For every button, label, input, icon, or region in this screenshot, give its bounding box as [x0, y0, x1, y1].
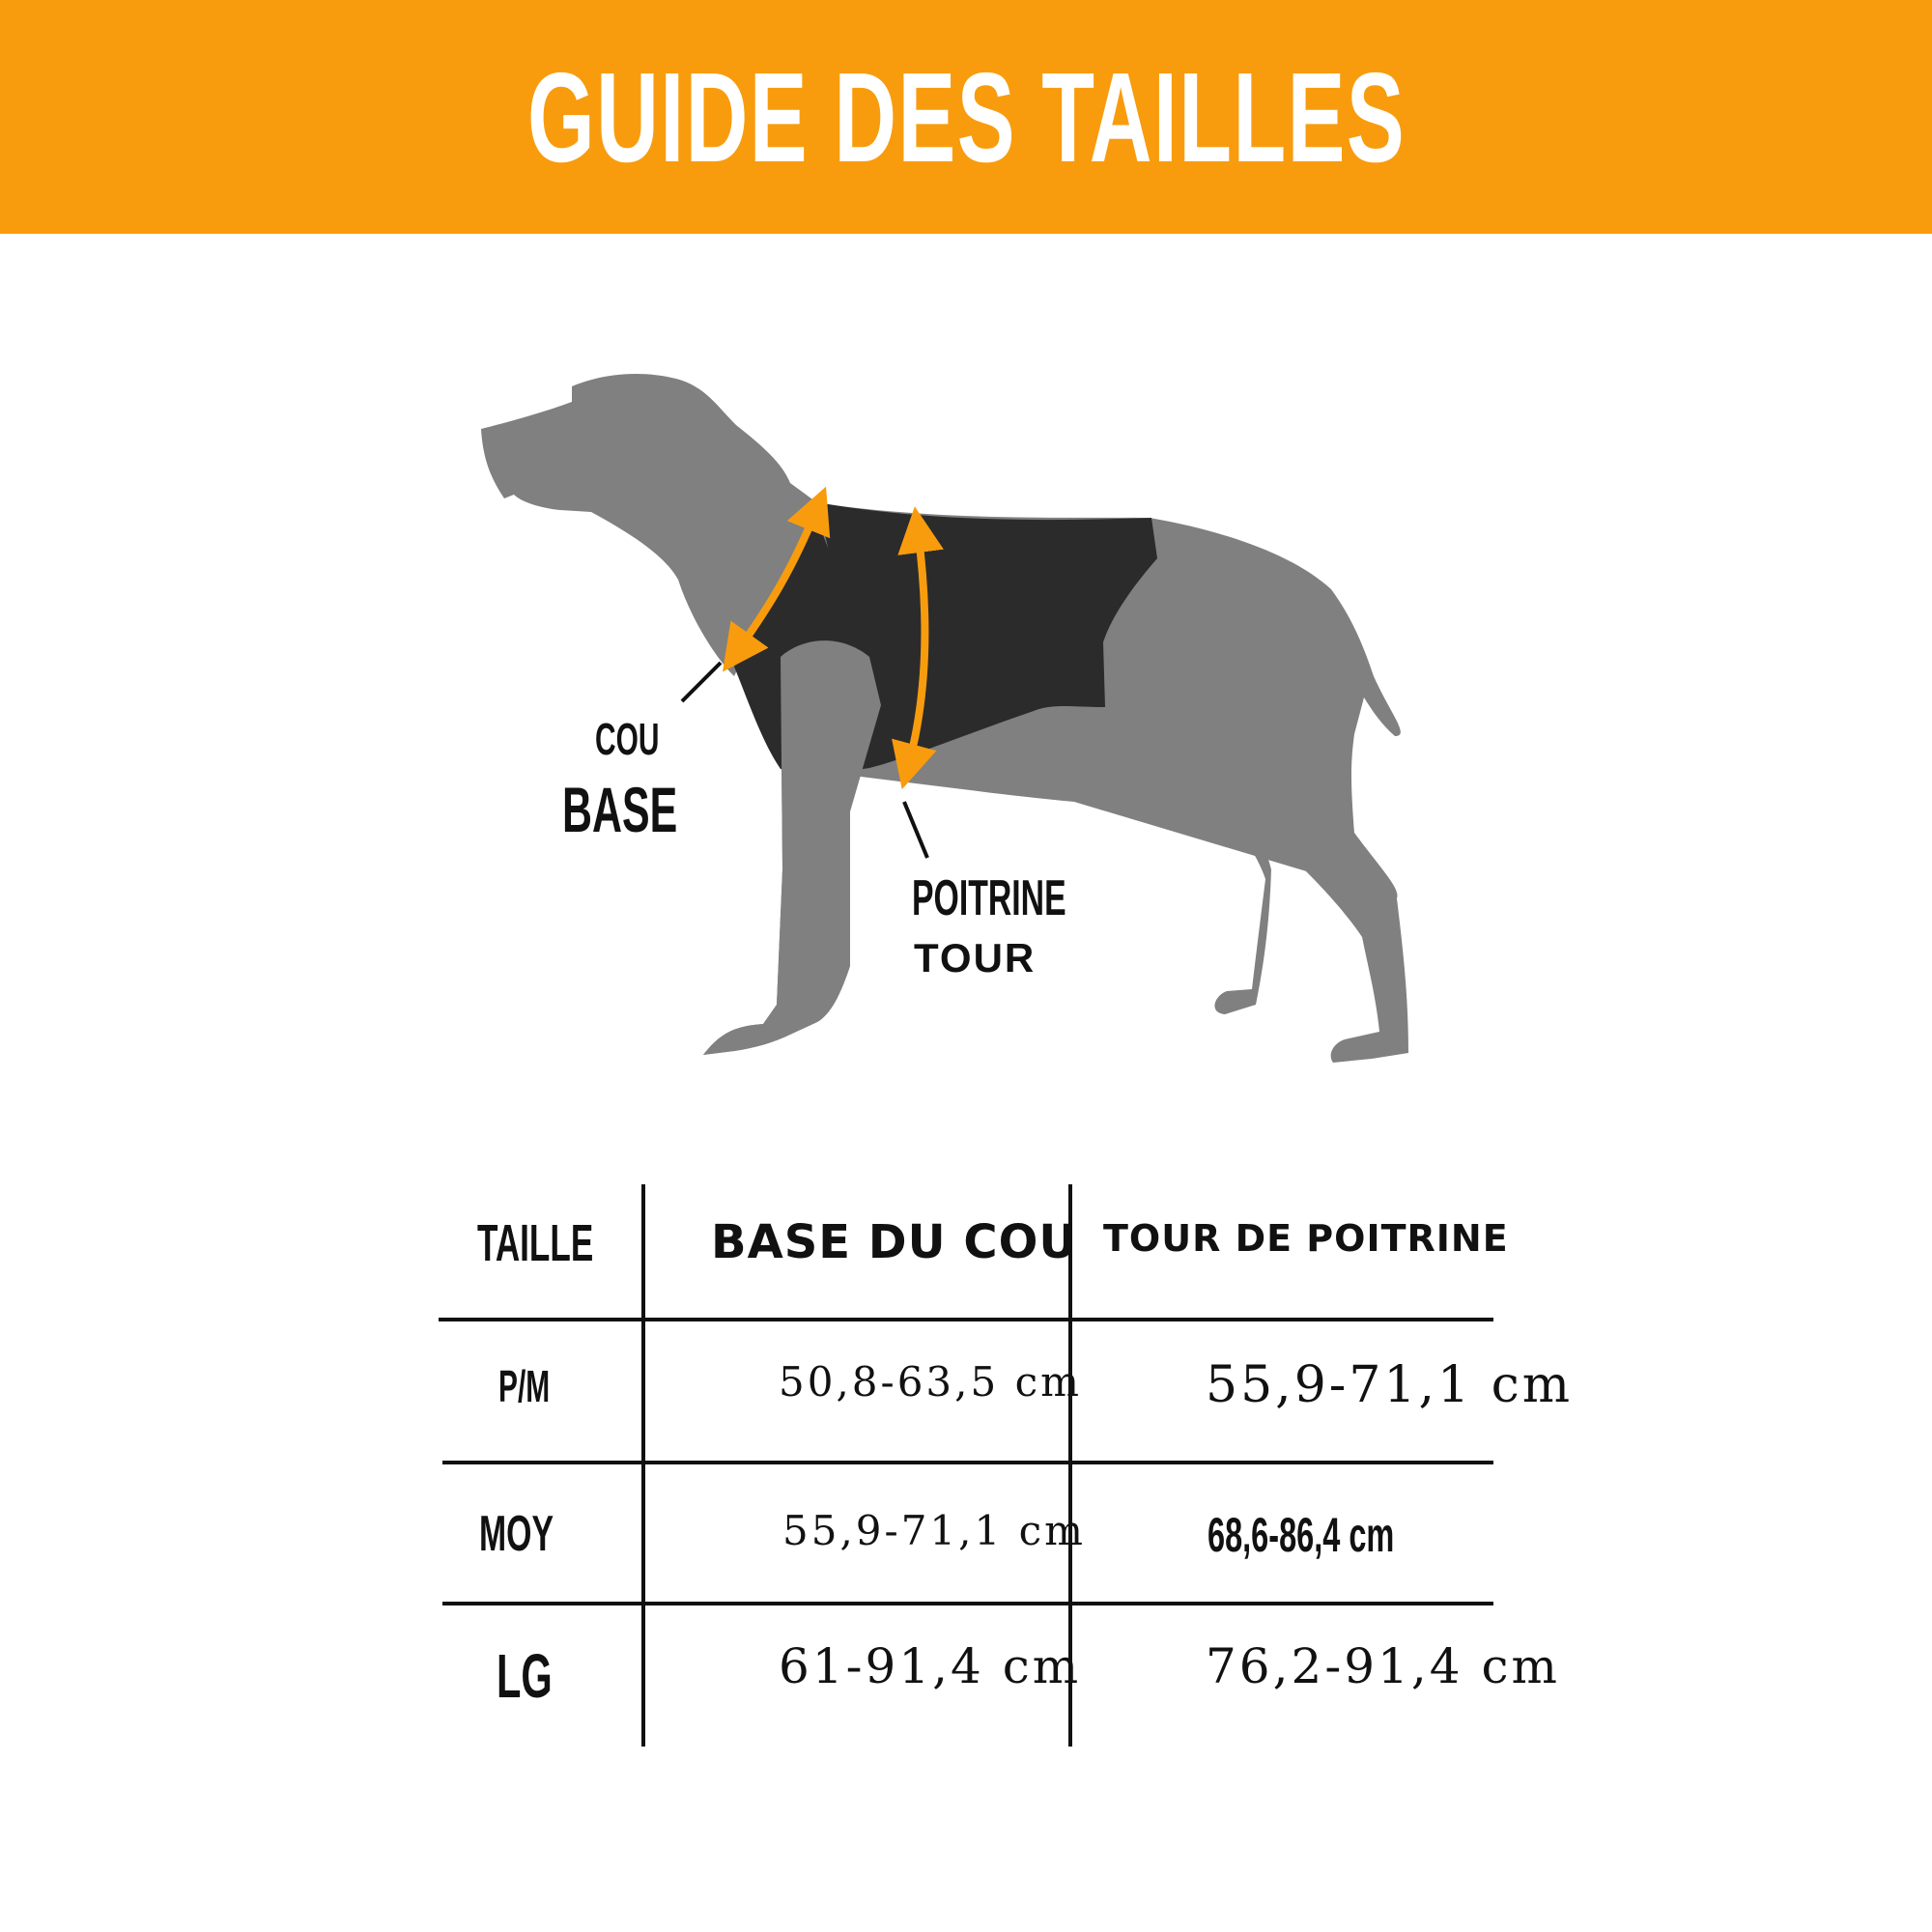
table-row-2-chest: 68,6-86,4 cm [1208, 1508, 1395, 1562]
chest-leader-line [904, 802, 927, 858]
table-row-1-size: P/M [498, 1361, 551, 1411]
table-row-3-chest: 76,2-91,4 cm [1206, 1638, 1560, 1694]
chest-label-bottom: TOUR [914, 935, 1037, 980]
table-row-2-neck: 55,9-71,1 cm [782, 1507, 1086, 1554]
neck-label-top: COU [595, 714, 660, 764]
front-leg [703, 640, 881, 1055]
table-row-3-size: LG [497, 1641, 553, 1711]
table-row-1-chest: 55,9-71,1 cm [1206, 1356, 1574, 1414]
page-title: GUIDE DES TAILLES [526, 45, 1406, 188]
table-row-2-size: MOY [479, 1506, 554, 1562]
neck-label-bottom: BASE [562, 774, 678, 845]
column-header-size: TAILLE [477, 1214, 594, 1272]
header-banner [0, 0, 1932, 234]
column-header-neck: BASE DU COU [711, 1215, 1078, 1269]
table-row-1-neck: 50,8-63,5 cm [779, 1358, 1082, 1406]
column-header-chest: TOUR DE POITRINE [1103, 1217, 1509, 1260]
neck-leader-line [682, 663, 721, 701]
table-row-3-neck: 61-91,4 cm [779, 1638, 1082, 1694]
dog-illustration [0, 290, 1932, 1121]
chest-label-top: POITRINE [912, 870, 1066, 926]
